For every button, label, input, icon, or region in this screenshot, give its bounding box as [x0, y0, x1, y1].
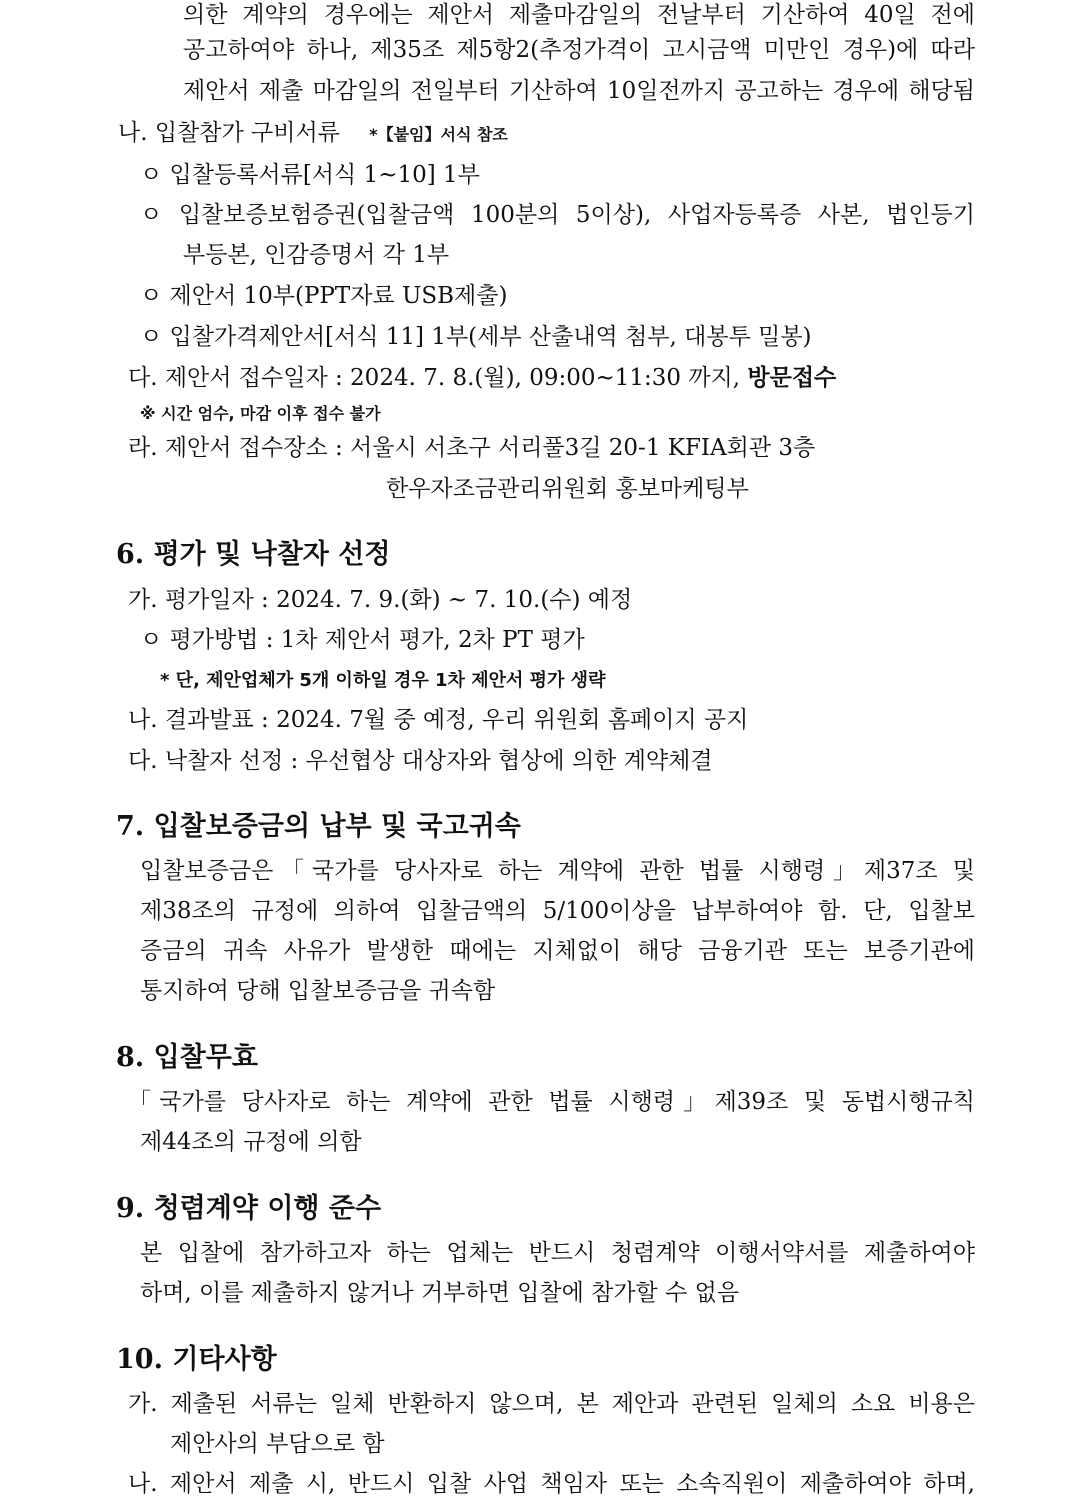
submission-place-dept: 한우자조금관리위원회 홍보마케팅부 [386, 476, 749, 502]
winner-selection: 다. 낙찰자 선정 : 우선협상 대상자와 협상에 의한 계약체결 [128, 748, 713, 774]
evaluation-date: 가. 평가일자 : 2024. 7. 9.(화) ~ 7. 10.(수) 예정 [128, 587, 633, 613]
attachment-note: *【붙임】서식 참조 [369, 125, 508, 144]
s9-line-2: 하며, 이를 제출하지 않거나 거부하면 입찰에 참가할 수 없음 [140, 1280, 740, 1306]
section-7-heading: 7. 입찰보증금의 납부 및 국고귀속 [116, 811, 521, 842]
intro-line-2: 공고하여야 하나, 제35조 제5항2(추정가격이 고시금액 미만인 경우)에 따라 [183, 37, 975, 63]
s9-line-1: 본 입찰에 참가하고자 하는 업체는 반드시 청렴계약 이행서약서를 제출하여야 [140, 1240, 975, 1266]
doc-item-4: ㅇ 입찰가격제안서[서식 11] 1부(세부 산출내역 첨부, 대봉투 밀봉) [140, 324, 812, 350]
s8-line-2: 제44조의 규정에 의함 [140, 1129, 362, 1155]
doc-item-1: ㅇ 입찰등록서류[서식 1~10] 1부 [140, 162, 480, 188]
s8-line-1: 「국가를 당사자로 하는 계약에 관한 법률 시행령」제39조 및 동법시행규칙 [128, 1089, 975, 1115]
s10-line-2: 제안사의 부담으로 함 [170, 1431, 385, 1457]
submission-date-line [128, 363, 836, 393]
deadline-warning: ※ 시간 엄수, 마감 이후 접수 불가 [140, 404, 381, 423]
doc-item-3: ㅇ 제안서 10부(PPT자료 USB제출) [140, 283, 508, 309]
section-9-heading: 9. 청렴계약 이행 준수 [116, 1193, 382, 1224]
evaluation-method: ㅇ 평가방법 : 1차 제안서 평가, 2차 PT 평가 [140, 627, 585, 653]
section-10-heading: 10. 기타사항 [116, 1344, 277, 1375]
result-announcement: 나. 결과발표 : 2024. 7월 중 예정, 우리 위원회 홈페이지 공지 [128, 707, 749, 733]
s7-line-4: 통지하여 당해 입찰보증금을 귀속함 [140, 978, 496, 1004]
bid-documents-text: 나. 입찰참가 구비서류 [118, 120, 340, 146]
doc-item-2-cont: 부등본, 인감증명서 각 1부 [183, 242, 450, 268]
s7-line-2: 제38조의 규정에 의하여 입찰금액의 5/100이상을 납부하여야 함. 단, 입찰보 [140, 898, 975, 924]
section-8-heading: 8. 입찰무효 [116, 1042, 258, 1073]
bid-documents-label [118, 118, 508, 150]
intro-line-1: 의한 계약의 경우에는 제안서 제출마감일의 전날부터 기산하여 40일 전에 [183, 2, 975, 28]
evaluation-note: * 단, 제안업체가 5개 이하일 경우 1차 제안서 평가 생략 [160, 670, 606, 691]
s10-line-3: 나. 제안서 제출 시, 반드시 입찰 사업 책임자 또는 소속직원이 제출하여야 하며, [128, 1471, 975, 1497]
intro-line-3: 제안서 제출 마감일의 전일부터 기산하여 10일전까지 공고하는 경우에 해당됨 [183, 78, 975, 104]
doc-item-2: ㅇ 입찰보증보험증권(입찰금액 100분의 5이상), 사업자등록증 사본, 법인등기 [140, 202, 975, 228]
s7-line-1: 입찰보증금은「국가를 당사자로 하는 계약에 관한 법률 시행령」제37조 및 [140, 858, 975, 884]
section-6-heading: 6. 평가 및 낙찰자 선정 [116, 539, 391, 570]
s7-line-3: 증금의 귀속 사유가 발생한 때에는 지체없이 해당 금융기관 또는 보증기관에 [140, 938, 975, 964]
visit-submission: 방문접수 [747, 364, 837, 391]
submission-place-line: 라. 제안서 접수장소 : 서울시 서초구 서리풀3길 20-1 KFIA회관 3층 [128, 435, 816, 461]
s10-line-1: 가. 제출된 서류는 일체 반환하지 않으며, 본 제안과 관련된 일체의 소요 비용은 [128, 1391, 975, 1417]
submission-date-text: 다. 제안서 접수일자 : 2024. 7. 8.(월), 09:00~11:30 까지, [128, 365, 741, 391]
